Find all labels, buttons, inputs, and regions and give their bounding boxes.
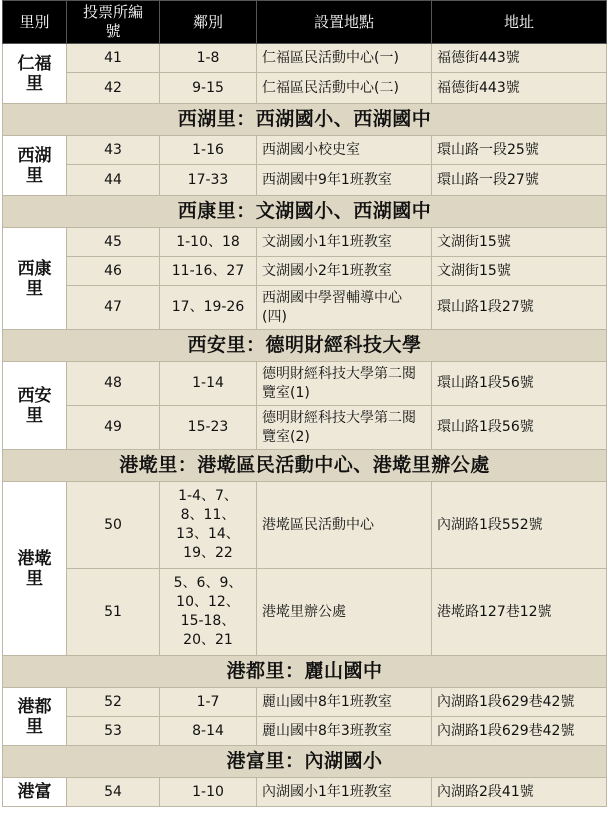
section-title: 港墘里：港墘區民活動中心、港墘里辦公處 xyxy=(3,450,607,482)
address: 內湖路1段629巷42號 xyxy=(432,717,607,746)
location: 西湖國小校史室 xyxy=(257,136,432,165)
location: 文湖國小1年1班教室 xyxy=(257,228,432,257)
station-no: 52 xyxy=(67,688,160,717)
station-no: 42 xyxy=(67,73,160,104)
neighbors: 17-33 xyxy=(160,165,257,196)
neighbors: 1-8 xyxy=(160,44,257,73)
header-row xyxy=(3,1,607,44)
station-no: 50 xyxy=(67,482,160,569)
neighbors: 5、6、9、 10、12、 15-18、 20、21 xyxy=(160,569,257,656)
station-no: 44 xyxy=(67,165,160,196)
address: 內湖路1段629巷42號 xyxy=(432,688,607,717)
address: 環山路一段27號 xyxy=(432,165,607,196)
table-row xyxy=(3,778,607,807)
li-name: 仁福 里 xyxy=(3,44,67,104)
table-row xyxy=(3,136,607,165)
neighbors: 11-16、27 xyxy=(160,257,257,286)
table-row xyxy=(3,228,607,257)
polling-station-table xyxy=(2,0,607,807)
header-li: 里別 xyxy=(3,1,67,44)
table-row xyxy=(3,482,607,569)
station-no: 53 xyxy=(67,717,160,746)
address: 文湖街15號 xyxy=(432,257,607,286)
location: 西湖國中學習輔導中心(四) xyxy=(257,286,432,330)
section-row xyxy=(3,656,607,688)
section-title: 西湖里：西湖國小、西湖國中 xyxy=(3,104,607,136)
section-row xyxy=(3,746,607,778)
li-name: 港都 里 xyxy=(3,688,67,746)
location: 西湖國中9年1班教室 xyxy=(257,165,432,196)
location: 內湖國小1年1班教室 xyxy=(257,778,432,807)
neighbors: 17、19-26 xyxy=(160,286,257,330)
section-row xyxy=(3,450,607,482)
header-location: 設置地點 xyxy=(257,1,432,44)
neighbors: 8-14 xyxy=(160,717,257,746)
neighbors: 1-7 xyxy=(160,688,257,717)
table-row xyxy=(3,257,607,286)
address: 港墘路127巷12號 xyxy=(432,569,607,656)
table-row xyxy=(3,717,607,746)
li-name: 港富 xyxy=(3,778,67,807)
address: 內湖路1段552號 xyxy=(432,482,607,569)
li-name: 港墘 里 xyxy=(3,482,67,656)
table-row xyxy=(3,362,607,406)
location: 德明財經科技大學第二閱覽室(2) xyxy=(257,406,432,450)
neighbors: 9-15 xyxy=(160,73,257,104)
location: 麗山國中8年3班教室 xyxy=(257,717,432,746)
location: 文湖國小2年1班教室 xyxy=(257,257,432,286)
neighbors: 1-16 xyxy=(160,136,257,165)
location: 麗山國中8年1班教室 xyxy=(257,688,432,717)
section-title: 港都里：麗山國中 xyxy=(3,656,607,688)
address: 環山路1段27號 xyxy=(432,286,607,330)
section-row xyxy=(3,330,607,362)
station-no: 45 xyxy=(67,228,160,257)
header-address: 地址 xyxy=(432,1,607,44)
station-no: 54 xyxy=(67,778,160,807)
location: 港墘里辦公處 xyxy=(257,569,432,656)
address: 福德街443號 xyxy=(432,73,607,104)
address: 環山路1段56號 xyxy=(432,406,607,450)
table-row xyxy=(3,688,607,717)
table-row xyxy=(3,406,607,450)
address: 環山路一段25號 xyxy=(432,136,607,165)
address: 文湖街15號 xyxy=(432,228,607,257)
section-title: 西安里：德明財經科技大學 xyxy=(3,330,607,362)
neighbors: 15-23 xyxy=(160,406,257,450)
section-row xyxy=(3,196,607,228)
table-row xyxy=(3,569,607,656)
neighbors: 1-10 xyxy=(160,778,257,807)
section-row xyxy=(3,104,607,136)
station-no: 43 xyxy=(67,136,160,165)
li-name: 西安 里 xyxy=(3,362,67,450)
location: 港墘區民活動中心 xyxy=(257,482,432,569)
neighbors: 1-10、18 xyxy=(160,228,257,257)
table-row xyxy=(3,286,607,330)
station-no: 41 xyxy=(67,44,160,73)
station-no: 48 xyxy=(67,362,160,406)
location: 仁福區民活動中心(一) xyxy=(257,44,432,73)
station-no: 49 xyxy=(67,406,160,450)
address: 內湖路2段41號 xyxy=(432,778,607,807)
table-row xyxy=(3,165,607,196)
location: 仁福區民活動中心(二) xyxy=(257,73,432,104)
address: 福德街443號 xyxy=(432,44,607,73)
neighbors: 1-14 xyxy=(160,362,257,406)
section-title: 西康里：文湖國小、西湖國中 xyxy=(3,196,607,228)
location: 德明財經科技大學第二閱覽室(1) xyxy=(257,362,432,406)
table-row xyxy=(3,73,607,104)
station-no: 51 xyxy=(67,569,160,656)
li-name: 西康 里 xyxy=(3,228,67,330)
neighbors: 1-4、7、 8、11、 13、14、 19、22 xyxy=(160,482,257,569)
address: 環山路1段56號 xyxy=(432,362,607,406)
header-station-no: 投票所編 號 xyxy=(67,1,160,44)
li-name: 西湖 里 xyxy=(3,136,67,196)
station-no: 46 xyxy=(67,257,160,286)
header-neighbors: 鄰別 xyxy=(160,1,257,44)
station-no: 47 xyxy=(67,286,160,330)
table-row xyxy=(3,44,607,73)
section-title: 港富里：內湖國小 xyxy=(3,746,607,778)
